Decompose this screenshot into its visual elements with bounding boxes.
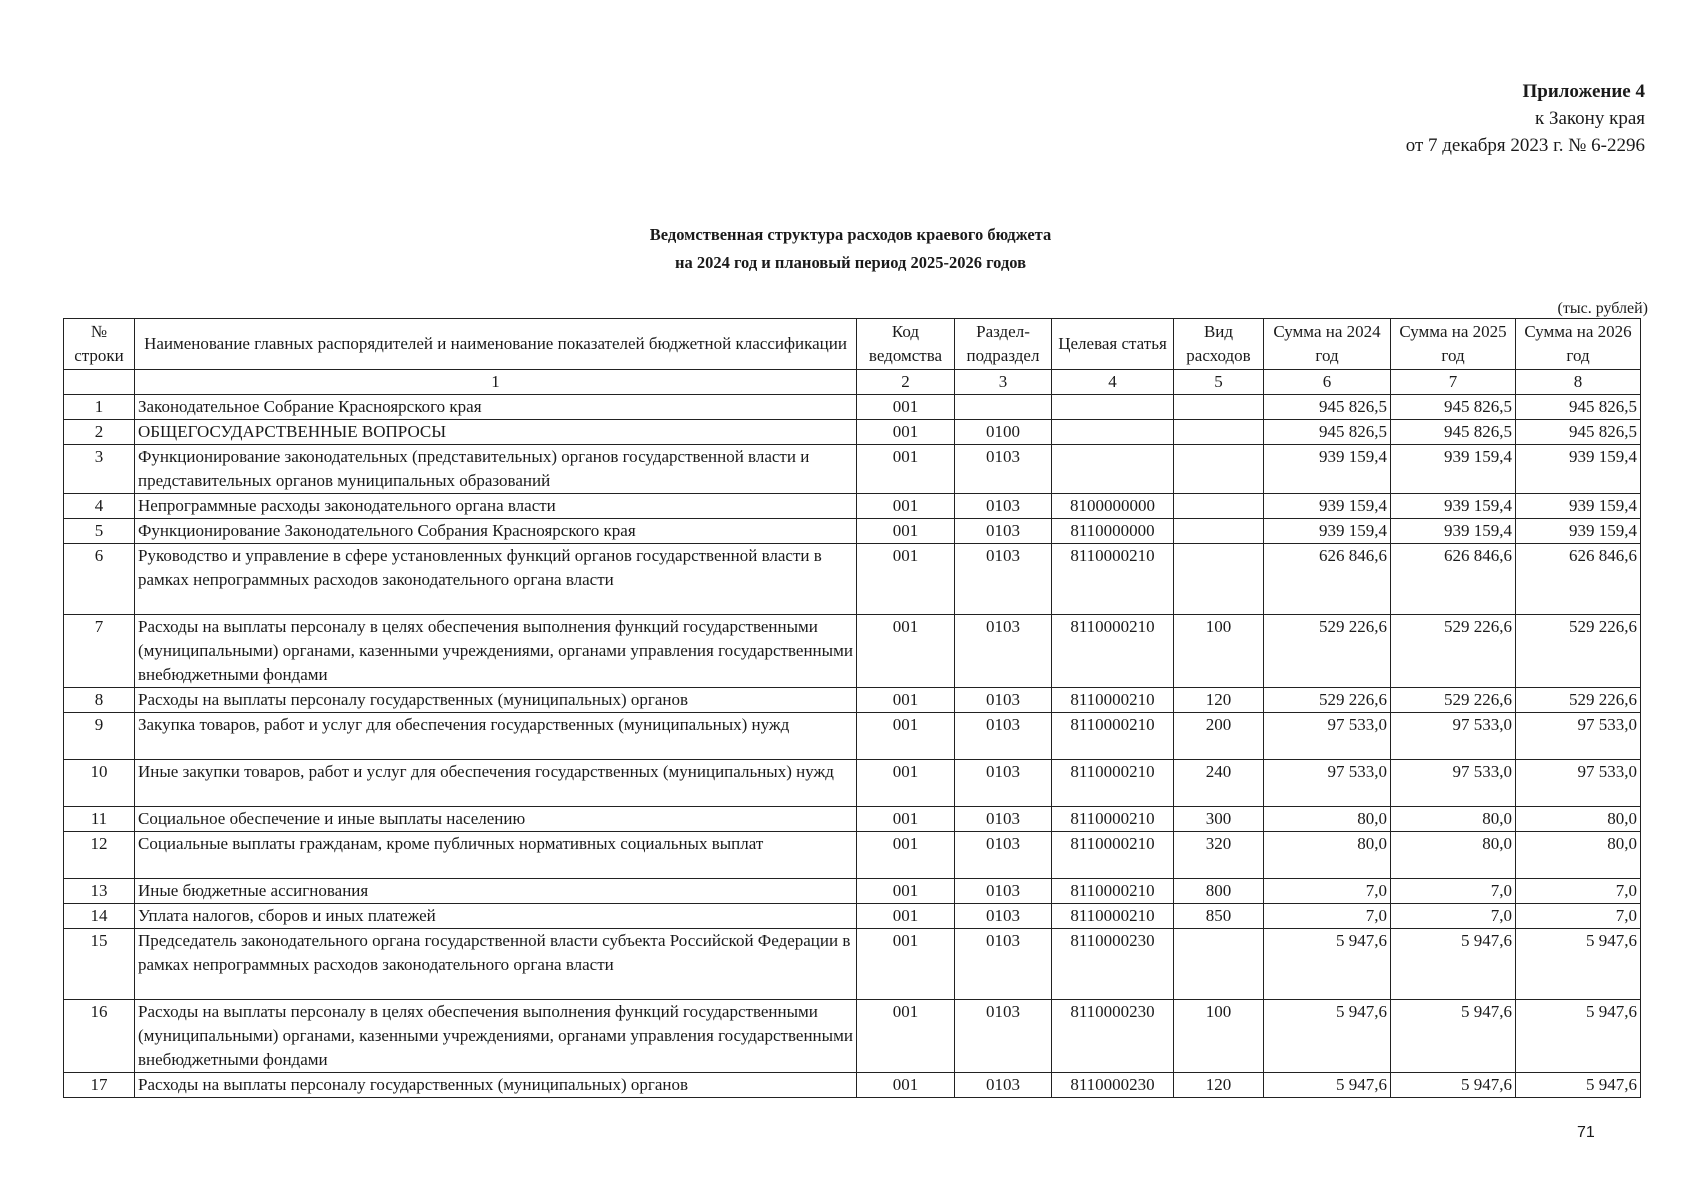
sum-2026-cell: 7,0 bbox=[1516, 904, 1641, 929]
target-article-cell: 8110000230 bbox=[1052, 929, 1174, 1000]
section-code-cell bbox=[955, 395, 1052, 420]
sum-2025-cell: 529 226,6 bbox=[1391, 615, 1516, 688]
target-article-cell: 8110000210 bbox=[1052, 544, 1174, 615]
column-number: 3 bbox=[955, 370, 1052, 395]
section-code-cell: 0103 bbox=[955, 519, 1052, 544]
expense-type-cell bbox=[1174, 544, 1264, 615]
sum-2026-cell: 945 826,5 bbox=[1516, 420, 1641, 445]
row-number-cell: 3 bbox=[64, 445, 135, 494]
sum-2026-cell: 97 533,0 bbox=[1516, 760, 1641, 807]
document-title-line2: на 2024 год и плановый период 2025-2026 годов bbox=[674, 253, 1027, 272]
section-code-cell: 0103 bbox=[955, 1000, 1052, 1073]
document-title bbox=[0, 221, 1701, 277]
sum-2026-cell: 80,0 bbox=[1516, 832, 1641, 879]
row-number-cell: 5 bbox=[64, 519, 135, 544]
target-article-cell: 8110000210 bbox=[1052, 832, 1174, 879]
section-code-cell: 0103 bbox=[955, 713, 1052, 760]
target-article-cell: 8110000230 bbox=[1052, 1073, 1174, 1098]
annex-block bbox=[1406, 78, 1645, 159]
target-article-cell: 8110000210 bbox=[1052, 879, 1174, 904]
row-number-cell: 6 bbox=[64, 544, 135, 615]
expense-type-cell: 100 bbox=[1174, 1000, 1264, 1073]
expense-type-cell: 800 bbox=[1174, 879, 1264, 904]
document-title-line1: Ведомственная структура расходов краевого бюджета bbox=[649, 225, 1052, 244]
sum-2025-cell: 939 159,4 bbox=[1391, 519, 1516, 544]
sum-2024-cell: 939 159,4 bbox=[1264, 445, 1391, 494]
header-target: Целевая статья bbox=[1052, 319, 1174, 370]
column-number: 4 bbox=[1052, 370, 1174, 395]
row-number-cell: 4 bbox=[64, 494, 135, 519]
expense-type-cell: 200 bbox=[1174, 713, 1264, 760]
column-number: 7 bbox=[1391, 370, 1516, 395]
table-row bbox=[64, 494, 1641, 519]
dept-code-cell: 001 bbox=[857, 420, 955, 445]
sum-2026-cell: 529 226,6 bbox=[1516, 615, 1641, 688]
column-number: 6 bbox=[1264, 370, 1391, 395]
sum-2024-cell: 5 947,6 bbox=[1264, 1073, 1391, 1098]
table-row bbox=[64, 544, 1641, 615]
sum-2025-cell: 80,0 bbox=[1391, 832, 1516, 879]
sum-2024-cell: 7,0 bbox=[1264, 904, 1391, 929]
expense-type-cell bbox=[1174, 445, 1264, 494]
column-number: 5 bbox=[1174, 370, 1264, 395]
sum-2025-cell: 5 947,6 bbox=[1391, 1073, 1516, 1098]
sum-2024-cell: 80,0 bbox=[1264, 832, 1391, 879]
expense-type-cell bbox=[1174, 395, 1264, 420]
section-code-cell: 0103 bbox=[955, 879, 1052, 904]
sum-2024-cell: 97 533,0 bbox=[1264, 760, 1391, 807]
row-number-cell: 14 bbox=[64, 904, 135, 929]
expense-type-cell: 120 bbox=[1174, 688, 1264, 713]
target-article-cell: 8110000210 bbox=[1052, 713, 1174, 760]
sum-2025-cell: 945 826,5 bbox=[1391, 395, 1516, 420]
sum-2025-cell: 626 846,6 bbox=[1391, 544, 1516, 615]
sum-2024-cell: 945 826,5 bbox=[1264, 420, 1391, 445]
sum-2024-cell: 939 159,4 bbox=[1264, 519, 1391, 544]
expense-type-cell bbox=[1174, 929, 1264, 1000]
expense-type-cell: 100 bbox=[1174, 615, 1264, 688]
sum-2024-cell: 529 226,6 bbox=[1264, 688, 1391, 713]
dept-code-cell: 001 bbox=[857, 807, 955, 832]
sum-2024-cell: 80,0 bbox=[1264, 807, 1391, 832]
table-row bbox=[64, 395, 1641, 420]
sum-2025-cell: 5 947,6 bbox=[1391, 1000, 1516, 1073]
expense-type-cell: 320 bbox=[1174, 832, 1264, 879]
header-sum-2024: Сумма на 2024 год bbox=[1264, 319, 1391, 370]
row-name-cell: Уплата налогов, сборов и иных платежей bbox=[135, 904, 857, 929]
table-row bbox=[64, 1073, 1641, 1098]
section-code-cell: 0103 bbox=[955, 807, 1052, 832]
sum-2024-cell: 5 947,6 bbox=[1264, 1000, 1391, 1073]
section-code-cell: 0103 bbox=[955, 832, 1052, 879]
row-name-cell: Иные бюджетные ассигнования bbox=[135, 879, 857, 904]
table-row bbox=[64, 519, 1641, 544]
column-number-row bbox=[64, 370, 1641, 395]
header-type: Вид расходов bbox=[1174, 319, 1264, 370]
row-number-cell: 15 bbox=[64, 929, 135, 1000]
section-code-cell: 0103 bbox=[955, 904, 1052, 929]
page-number: 71 bbox=[1577, 1124, 1595, 1141]
sum-2026-cell: 529 226,6 bbox=[1516, 688, 1641, 713]
column-number: 2 bbox=[857, 370, 955, 395]
sum-2026-cell: 945 826,5 bbox=[1516, 395, 1641, 420]
row-name-cell: ОБЩЕГОСУДАРСТВЕННЫЕ ВОПРОСЫ bbox=[135, 420, 857, 445]
row-name-cell: Иные закупки товаров, работ и услуг для обеспечения государственных (муниципальных) нужд bbox=[135, 760, 857, 807]
column-number: 1 bbox=[135, 370, 857, 395]
sum-2024-cell: 529 226,6 bbox=[1264, 615, 1391, 688]
header-dept: Код ведомства bbox=[857, 319, 955, 370]
sum-2026-cell: 80,0 bbox=[1516, 807, 1641, 832]
header-row bbox=[64, 319, 1641, 370]
row-number-cell: 17 bbox=[64, 1073, 135, 1098]
table-row bbox=[64, 760, 1641, 807]
sum-2026-cell: 7,0 bbox=[1516, 879, 1641, 904]
dept-code-cell: 001 bbox=[857, 760, 955, 807]
section-code-cell: 0103 bbox=[955, 445, 1052, 494]
dept-code-cell: 001 bbox=[857, 1000, 955, 1073]
sum-2025-cell: 7,0 bbox=[1391, 879, 1516, 904]
target-article-cell: 8110000210 bbox=[1052, 760, 1174, 807]
row-number-cell: 2 bbox=[64, 420, 135, 445]
sum-2025-cell: 5 947,6 bbox=[1391, 929, 1516, 1000]
sum-2024-cell: 945 826,5 bbox=[1264, 395, 1391, 420]
row-number-cell: 13 bbox=[64, 879, 135, 904]
dept-code-cell: 001 bbox=[857, 544, 955, 615]
sum-2024-cell: 626 846,6 bbox=[1264, 544, 1391, 615]
units-note: (тыс. рублей) bbox=[1557, 300, 1648, 317]
target-article-cell: 8110000000 bbox=[1052, 519, 1174, 544]
target-article-cell bbox=[1052, 420, 1174, 445]
sum-2025-cell: 97 533,0 bbox=[1391, 760, 1516, 807]
expense-type-cell: 240 bbox=[1174, 760, 1264, 807]
annex-law-ref: к Закону края bbox=[1534, 108, 1645, 129]
sum-2024-cell: 939 159,4 bbox=[1264, 494, 1391, 519]
annex-law-date: от 7 декабря 2023 г. № 6-2296 bbox=[1405, 135, 1645, 156]
sum-2026-cell: 626 846,6 bbox=[1516, 544, 1641, 615]
table-row bbox=[64, 420, 1641, 445]
row-name-cell: Руководство и управление в сфере установленных функций органов государственной власти в рамках непрограммных расходов законодательного органа власти bbox=[135, 544, 857, 615]
target-article-cell: 8100000000 bbox=[1052, 494, 1174, 519]
table-row bbox=[64, 615, 1641, 688]
expense-type-cell: 850 bbox=[1174, 904, 1264, 929]
header-num: № строки bbox=[64, 319, 135, 370]
section-code-cell: 0103 bbox=[955, 544, 1052, 615]
annex-title: Приложение 4 bbox=[1522, 81, 1645, 102]
row-number-cell: 10 bbox=[64, 760, 135, 807]
expense-type-cell bbox=[1174, 420, 1264, 445]
row-number-cell: 1 bbox=[64, 395, 135, 420]
header-sum-2025: Сумма на 2025 год bbox=[1391, 319, 1516, 370]
dept-code-cell: 001 bbox=[857, 879, 955, 904]
dept-code-cell: 001 bbox=[857, 929, 955, 1000]
row-name-cell: Председатель законодательного органа государственной власти субъекта Российской Федерации в рамках непрограммных расходов законодательного органа власти bbox=[135, 929, 857, 1000]
sum-2026-cell: 5 947,6 bbox=[1516, 929, 1641, 1000]
sum-2025-cell: 7,0 bbox=[1391, 904, 1516, 929]
sum-2024-cell: 5 947,6 bbox=[1264, 929, 1391, 1000]
expense-type-cell: 120 bbox=[1174, 1073, 1264, 1098]
section-code-cell: 0103 bbox=[955, 929, 1052, 1000]
target-article-cell bbox=[1052, 445, 1174, 494]
sum-2025-cell: 97 533,0 bbox=[1391, 713, 1516, 760]
sum-2025-cell: 939 159,4 bbox=[1391, 445, 1516, 494]
sum-2025-cell: 939 159,4 bbox=[1391, 494, 1516, 519]
dept-code-cell: 001 bbox=[857, 615, 955, 688]
sum-2024-cell: 7,0 bbox=[1264, 879, 1391, 904]
dept-code-cell: 001 bbox=[857, 519, 955, 544]
row-name-cell: Непрограммные расходы законодательного органа власти bbox=[135, 494, 857, 519]
row-number-cell: 8 bbox=[64, 688, 135, 713]
sum-2026-cell: 97 533,0 bbox=[1516, 713, 1641, 760]
row-number-cell: 16 bbox=[64, 1000, 135, 1073]
row-name-cell: Расходы на выплаты персоналу государственных (муниципальных) органов bbox=[135, 688, 857, 713]
table-row bbox=[64, 807, 1641, 832]
section-code-cell: 0100 bbox=[955, 420, 1052, 445]
table-row bbox=[64, 929, 1641, 1000]
sum-2025-cell: 80,0 bbox=[1391, 807, 1516, 832]
dept-code-cell: 001 bbox=[857, 832, 955, 879]
table-row bbox=[64, 445, 1641, 494]
sum-2025-cell: 945 826,5 bbox=[1391, 420, 1516, 445]
table-row bbox=[64, 832, 1641, 879]
section-code-cell: 0103 bbox=[955, 494, 1052, 519]
row-number-cell: 12 bbox=[64, 832, 135, 879]
section-code-cell: 0103 bbox=[955, 688, 1052, 713]
sum-2026-cell: 5 947,6 bbox=[1516, 1073, 1641, 1098]
target-article-cell: 8110000210 bbox=[1052, 807, 1174, 832]
sum-2026-cell: 939 159,4 bbox=[1516, 519, 1641, 544]
row-number-cell: 11 bbox=[64, 807, 135, 832]
dept-code-cell: 001 bbox=[857, 904, 955, 929]
target-article-cell bbox=[1052, 395, 1174, 420]
table-row bbox=[64, 688, 1641, 713]
dept-code-cell: 001 bbox=[857, 445, 955, 494]
row-name-cell: Закупка товаров, работ и услуг для обеспечения государственных (муниципальных) нужд bbox=[135, 713, 857, 760]
sum-2026-cell: 939 159,4 bbox=[1516, 494, 1641, 519]
table-row bbox=[64, 879, 1641, 904]
row-name-cell: Расходы на выплаты персоналу в целях обеспечения выполнения функций государственными (муниципальными) органами, казенными учреждениями, органами управления государственными внебюджетными фондами bbox=[135, 1000, 857, 1073]
table-row bbox=[64, 1000, 1641, 1073]
dept-code-cell: 001 bbox=[857, 713, 955, 760]
expense-type-cell: 300 bbox=[1174, 807, 1264, 832]
target-article-cell: 8110000230 bbox=[1052, 1000, 1174, 1073]
sum-2025-cell: 529 226,6 bbox=[1391, 688, 1516, 713]
dept-code-cell: 001 bbox=[857, 1073, 955, 1098]
row-number-cell: 7 bbox=[64, 615, 135, 688]
row-name-cell: Расходы на выплаты персоналу государственных (муниципальных) органов bbox=[135, 1073, 857, 1098]
row-name-cell: Законодательное Собрание Красноярского края bbox=[135, 395, 857, 420]
target-article-cell: 8110000210 bbox=[1052, 615, 1174, 688]
budget-table bbox=[63, 318, 1641, 1098]
row-name-cell: Социальные выплаты гражданам, кроме публичных нормативных социальных выплат bbox=[135, 832, 857, 879]
dept-code-cell: 001 bbox=[857, 494, 955, 519]
header-sum-2026: Сумма на 2026 год bbox=[1516, 319, 1641, 370]
dept-code-cell: 001 bbox=[857, 395, 955, 420]
table-row bbox=[64, 904, 1641, 929]
row-name-cell: Функционирование законодательных (представительных) органов государственной власти и представительных органов муниципальных образований bbox=[135, 445, 857, 494]
sum-2026-cell: 939 159,4 bbox=[1516, 445, 1641, 494]
dept-code-cell: 001 bbox=[857, 688, 955, 713]
target-article-cell: 8110000210 bbox=[1052, 688, 1174, 713]
header-name: Наименование главных распорядителей и наименование показателей бюджетной классификации bbox=[135, 319, 857, 370]
row-name-cell: Расходы на выплаты персоналу в целях обеспечения выполнения функций государственными (муниципальными) органами, казенными учреждениями, органами управления государственными внебюджетными фондами bbox=[135, 615, 857, 688]
section-code-cell: 0103 bbox=[955, 615, 1052, 688]
section-code-cell: 0103 bbox=[955, 760, 1052, 807]
expense-type-cell bbox=[1174, 494, 1264, 519]
sum-2026-cell: 5 947,6 bbox=[1516, 1000, 1641, 1073]
sum-2024-cell: 97 533,0 bbox=[1264, 713, 1391, 760]
row-number-cell: 9 bbox=[64, 713, 135, 760]
row-name-cell: Социальное обеспечение и иные выплаты населению bbox=[135, 807, 857, 832]
header-section: Раздел-подраздел bbox=[955, 319, 1052, 370]
column-number: 8 bbox=[1516, 370, 1641, 395]
section-code-cell: 0103 bbox=[955, 1073, 1052, 1098]
row-name-cell: Функционирование Законодательного Собрания Красноярского края bbox=[135, 519, 857, 544]
column-number-blank bbox=[64, 370, 135, 395]
target-article-cell: 8110000210 bbox=[1052, 904, 1174, 929]
table-row bbox=[64, 713, 1641, 760]
expense-type-cell bbox=[1174, 519, 1264, 544]
